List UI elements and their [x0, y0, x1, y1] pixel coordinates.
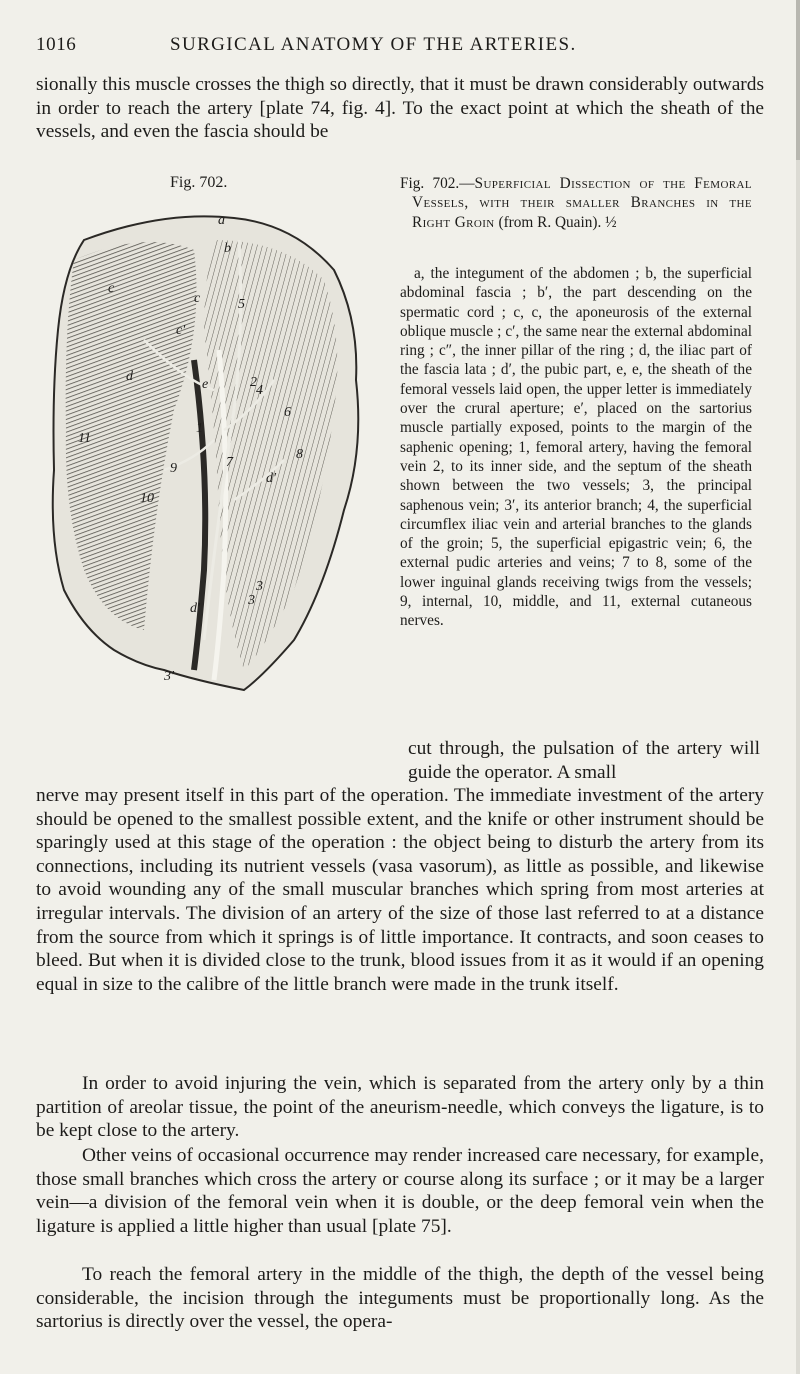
plate-letter: 3: [248, 593, 255, 608]
body-paragraph: nerve may present itself in this part of the operation. The immediate investment of the artery should be opened to the smallest possible extent, and the knife or other instrument should be sparingly used at this stage of the operation : the object being to disturb the artery from its connections, including its nutrient vessels (vasa vasorum), as little as possible, and likewise to avoid wounding any of the small muscular branches which spring from most arteries at irregular intervals. The division of an artery of the size of those last referred to at a distance from the source from which it springs is of little importance. It contracts, and soon ceases to bleed. But when it is divided close to the trunk, blood issues from it as it would if an opening equal in size to the calibre of the little branch were made in the trunk itself.: [36, 785, 764, 995]
plate-letter: 3: [256, 579, 263, 594]
plate-letter: 8: [296, 447, 303, 462]
plate-letter: c: [108, 281, 115, 296]
scrollbar-thumb[interactable]: [796, 0, 800, 160]
page-number: 1016: [36, 34, 77, 55]
running-header: [36, 34, 766, 60]
plate-letter: 1: [196, 421, 203, 436]
plate-letter: 10: [140, 491, 154, 506]
plate-letter: 11: [78, 431, 91, 446]
plate-letter: d′: [266, 471, 277, 486]
plate-letter: 4: [256, 383, 263, 398]
intro-text: sionally this muscle crosses the thigh so directly, that it must be drawn considerably outwards in order to reach the artery [plate 74, fig. 4]. To the exact point at which the sheath of the vessels, and even the fascia should be: [36, 74, 764, 143]
caption-title: Superficial Dissection of the Femoral Vessels, with their smaller Branches in the Right Groin: [412, 175, 752, 231]
running-title: SURGICAL ANATOMY OF THE ARTERIES.: [170, 34, 577, 55]
figure-caption: [400, 174, 752, 232]
plate-letter: 5: [238, 297, 245, 312]
figure-legend: a, the integument of the abdomen ; b, the superficial abdominal fascia ; b′, the part descending on the spermatic cord ; c, c, the aponeurosis of the external oblique muscle ; c′, the same near the external abdominal ring ; c″, the inner pillar of the ring ; d, the iliac part of the fascia lata ; d′, the pubic part, e, e, the sheath of the femoral vessels laid open, the upper letter is immediately over the crural aperture; e′, placed on the sartorius muscle partially exposed, points to the margin of the saphenic opening; 1, femoral artery, having the femoral vein 2, to its inner side, and the septum of the sheath shown between the two vessels; 3, the principal saphenous vein; 3′, its anterior branch; 4, the superficial circumflex iliac vein and arterial branches to the glands of the groin; 5, the superficial epigastric vein; 6, the external pudic arteries and veins; 7 to 8, some of the lower inguinal glands receiving twigs from the vessels; 9, internal, 10, middle, and 11, external cutaneous nerves.: [400, 265, 752, 630]
plate-letter: 2: [250, 375, 257, 390]
plate-letter: 3′: [164, 669, 175, 684]
figure-label: Fig. 702.: [170, 174, 228, 191]
anatomy-engraving: [44, 210, 374, 700]
plate-letter: 7: [226, 455, 233, 470]
scrollbar-track[interactable]: [796, 0, 800, 1374]
continuation-text: cut through, the pulsation of the artery will guide the operator. A small: [408, 738, 760, 783]
plate-letter: c: [194, 291, 201, 306]
plate-letter: c′: [176, 323, 186, 338]
caption-lead: Fig. 702.—: [400, 175, 475, 192]
plate-letter: 9: [170, 461, 177, 476]
plate-letter: b: [224, 241, 231, 256]
plate-letter: a: [218, 213, 225, 228]
body-paragraph: Other veins of occasional occurrence may render increased care necessary, for example, those small branches which cross the artery or course along its surface ; or it may be a larger vein—a division of the femoral vein when it is double, or the deep femoral vein when the ligature is applied a little higher than usual [plate 75].: [36, 1145, 764, 1237]
body-paragraph: In order to avoid injuring the vein, which is separated from the artery only by a thin partition of areolar tissue, the point of the aneurism-needle, which conveys the ligature, is to be kept close to the artery.: [36, 1073, 764, 1142]
plate-letter: 6: [284, 405, 291, 420]
plate-letter: d′: [190, 601, 201, 616]
plate-letter: e: [202, 377, 209, 392]
plate-letter: d: [126, 369, 133, 384]
body-paragraph: To reach the femoral artery in the middle of the thigh, the depth of the vessel being considerable, the incision through the integuments must be proportionally long. As the sartorius is directly over the vessel, the opera-: [36, 1264, 764, 1333]
caption-source: (from R. Quain). ½: [498, 213, 617, 231]
